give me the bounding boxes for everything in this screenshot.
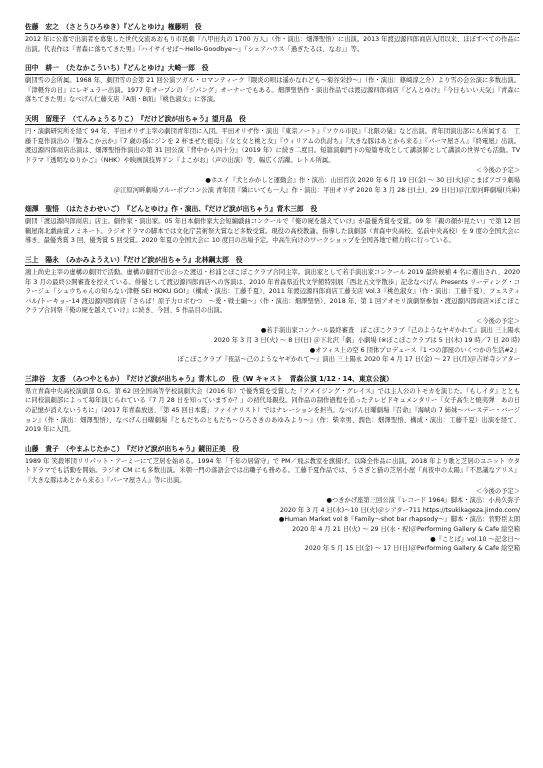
schedule-label: ＜今後の予定＞ (475, 167, 520, 175)
profile-heading: 佐藤 宏之 （さとうひろゆき）『どんとゆけ』権藤明 役 (25, 22, 520, 34)
upcoming-schedule (25, 166, 520, 195)
schedule-line: ●Human Market vol 8『Family〜shot bar rhapsody〜』脚本・演出：菅野臣太朗 (278, 516, 520, 524)
profile-entry (25, 255, 520, 365)
profile-entry (25, 22, 520, 54)
profile-heading: 三津谷 友香 （みつやともか） 『だけど涙が出ちゃう』青木しの 役（W キャスト 青森公演 1/12・14、東京公演） (25, 374, 520, 386)
profile-entry (25, 63, 520, 105)
profile-body: 劇団雪の会所属。1968 年、劇団雪の会第 21 回公演ツガル・ロマンティーク『隈炎の唄は遥かなれども〜菊谷栄抄〜』（作・演出：篠崎淳之介）より雪の会公演に多数出演。『津軽弁の日』にレギュラー出演。1977 年オープンの「ジパング」オーナーでもある。畑澤聖悟作・演出作品では渡辺源四郎商店『どんとゆけ』『今日もいい天気』『青森に落ちてきた男』なべげん仁藤支店『A面・B面』『桃色淑女』に客演。 (25, 77, 520, 104)
profile-heading: 天明 留理子 （てんみょうるりこ） 『だけど涙が出ちゃう』望月晶 役 (25, 114, 520, 126)
profile-entry (25, 374, 520, 435)
schedule-line: ●『ことば』vol.10 〜記念日〜 (430, 535, 520, 543)
schedule-label: ＜今後の予定＞ (475, 317, 520, 325)
profile-entry (25, 114, 520, 195)
schedule-line: ●オフィス上の空 6 団体プロデュース『1 つの部屋のいくつかの生活#2』 (309, 346, 520, 354)
schedule-label: ＜今後の予定＞ (475, 487, 520, 495)
schedule-line: ＠江原河畔劇場ブルーポプコン公演 青年団『隣にいても一人』作・演出：平田オリザ 2020 年 3 月 28 日(土)、29 日(日)＠江原河畔劇場(兵庫) (113, 186, 520, 194)
schedule-line: ●ホエイ『犬とかかしと運動会』作・演出：山田百次 2020 年 6 月 19 日(金) 〜 30 日(火)＠こまばアゴラ劇場 (205, 176, 520, 184)
profile-body: 劇団「渡辺源四郎商店」店主。劇作家・演出家。05 年日本劇作家大会短編戯曲コンクールで『俺の屍を越えていけ』が最優秀賞を受賞。09 年『親の顔が見たい』で第 12 回鶴屋南北戯曲賞ノミネート。ラジオドラマの脚本では文化庁芸術祭大賞など多数受賞。現役の高校教諭。指導した演劇部（青森中央高校、弘前中央高校）を 9 度の全国大会に導き、最優秀賞 3 回、優秀賞 5 回受賞。2020 年夏の全国大会に 10 度目の出場予定。中高生向けのワークショップを全国各地で精力的に行っている。 (25, 218, 520, 245)
profile-body: 鴻上尚史主宰の虚構の劇団で活動。虚構の劇団で出会った渡辺・杉浦とぽこぽこクラブ合同主宰。演出家として若手演出家コンクール 2019 最終候補 4 名に選出され、2020 年 3 月の最終公開審査を控えている。俳優として渡辺源四郎商店への客演は、2010 年青森県近代文学館特別展「西北五文学散歩」記念なべげん Presents リーディング・コラージュ『シュウちゃんの知らない津軽 SEI HOKU GO!』（構成・演出：工藤千夏）、2011 年渡辺源四郎商店工藤支店 Vol.3『桃色淑女』（作・演出：工藤千夏）、フェスティバル/トーキョー14 渡辺源四郎商店『さらば！原子力ロボむつ 〜愛・戦士編〜』（作・演出：畑澤聖悟）、2018 年、第 1 回アオモリ演劇祭参加・渡辺源四郎商店×ぽこぽこクラブ合同祭『俺の屍を越えていけ』に続き、今回、5 作品目の出演。 (25, 268, 520, 315)
schedule-line: 2020 年 5 月 15 日(金) 〜 17 日(日)＠Performing Gallery & Cafe 絵空箱 (304, 545, 520, 553)
profile-heading: 山藤 貴子 （やまふじたかこ） 『だけど涙が出ちゃう』鏡田正美 役 (25, 444, 520, 456)
profile-heading: 田中 耕一 （たなかこういち）『どんとゆけ』大崎一郎 役 (25, 63, 520, 75)
schedule-line: 2020 年 4 月 21 日(火) 〜 29 日(水・祝)＠Performing Gallery & Cafe 絵空箱 (292, 525, 520, 533)
upcoming-schedule (25, 317, 520, 365)
profile-body: 1989 年 笑殺軍団リリパット・アーミーにて芝居を始める。1994 年「千年の居留守」で PM／飛ぶ教室を旗揚げ。以降全作品に出演。2018 年より歌と芝居のユニット ウタトドラマでも活動を開始。ラジオ CM にも多数出演。米朝一門の落語会では出囃子も務める。工藤千夏作品では、うさぎと猫の芝居小屋『真夜中の太陽』『不思議なアリス』『大きな豚はあとから来る』『パーマ屋さん』等に出演。 (25, 457, 520, 484)
schedule-line: ぽこぽこクラブ『夜話〜己のようなヤギかれて〜』演出 三上陽永 2020 年 4 月 17 日(金) 〜 27 日(月)＠吉祥寺シアター (177, 356, 520, 364)
upcoming-schedule (25, 487, 520, 554)
schedule-line: 2020 年 3 月 3 日(火) 〜 8 日(日) ＠下北沢「劇」小劇場 (※ぽこぽこクラブは 5 日(木) 19 時／7 日 20 時) (213, 337, 520, 345)
profile-body: 県立青森中央高校演劇部 O.G。第 62 回全国高等学校演劇大会（2016 年）で優秀賞を受賞した『アメイジング・グレイス』では主人公のトモカを演じた。『もしイタ』とともに同校演劇部によって毎年演じられている『7 月 28 日を知っていますか？』の初代母親役。同作品の制作過程を追ったテレビドキュメンタリー「女子高生と焼夷弾 あの日の記憶が消えないうちに」（2017 年青森放送、「第 45 回日本賞」ファイナリスト）ではナレーションを担当。なべげん日曜劇場『召命』『海峡の 7 姉妹〜バースデー・バージョン』（作・演出：畑澤聖悟）、なべげん日曜劇場『ともだちのともだち〜ひろさきのあゆみより〜』（作：柴幸男、潤色：畑澤聖悟、構成・演出：工藤千夏）出演を経て、2019 年に入団。 (25, 387, 520, 434)
profile-entry (25, 444, 520, 554)
schedule-line: ●若手演出家コンクール最終審査 ぽこぽこクラブ『己のようなヤギかれて』演出 三上陽永 (260, 327, 520, 335)
profile-body: 2012 年に公募で出演者を募集した世代交流あおもり市民劇『八甲田丸の 1700 万人』（作・演出：畑澤聖悟）に出演。2013 年渡辺源四郎商店入団以来、ほぼすべての作品に出演。代表作は『青森に落ちてきた男』『ハイサイせば〜Hello-Goodbye〜』『シェアハウス「過ぎたるは、なお」』等。 (25, 36, 520, 53)
profile-body: 円・演劇研究所を経て 94 年、平田オリザ主宰の劇団青年団に入団。平田オリザ作・演出『東京ノート』『ソウル市民』『北限の猿』など出演。青年団演出部にも所属する 工藤千夏作演出の『蟹みこか云か』『7 歳の孫にジンを 2 杯まぜた祖母』『女と女と桃と女』『ウィリアムの仇討ち』『大きな豚はあとから来る』『パーマ屋さん』『終電屋』出演。渡辺源四郎商店出演は、畑澤聖悟作演出の第 31 回公演『背中から四十分』（2019 年）に続き二度目。短篇演劇門下の短篇専攻として講談師として講談の世界でも活動。TV ドラマ『透明なゆりかご』（NHK）や映画演技界ドン『よこがお』（声の出演）等、幅広く活躍。レトル所属。 (25, 127, 520, 164)
profile-heading: 三上 陽永 （みかみようえい）『だけど涙が出ちゃう』北林鋼太郎 役 (25, 255, 520, 267)
schedule-line: 2020 年 3 月 4 日(水)〜10 日(火)＠シアター711 https://tsukikageza.jimdo.com/ (279, 506, 520, 514)
profile-heading: 畑澤 聖悟 （はたさわせいご） 『どんとゆけ』作・演出、『だけど涙が出ちゃう』青木三郎 役 (25, 204, 520, 216)
profile-entry (25, 204, 520, 246)
schedule-line: ●つきかげ座第三回公演『レコード 1964』脚本・演出：小鳥久弥子 (326, 497, 520, 505)
profiles-page (25, 22, 520, 563)
